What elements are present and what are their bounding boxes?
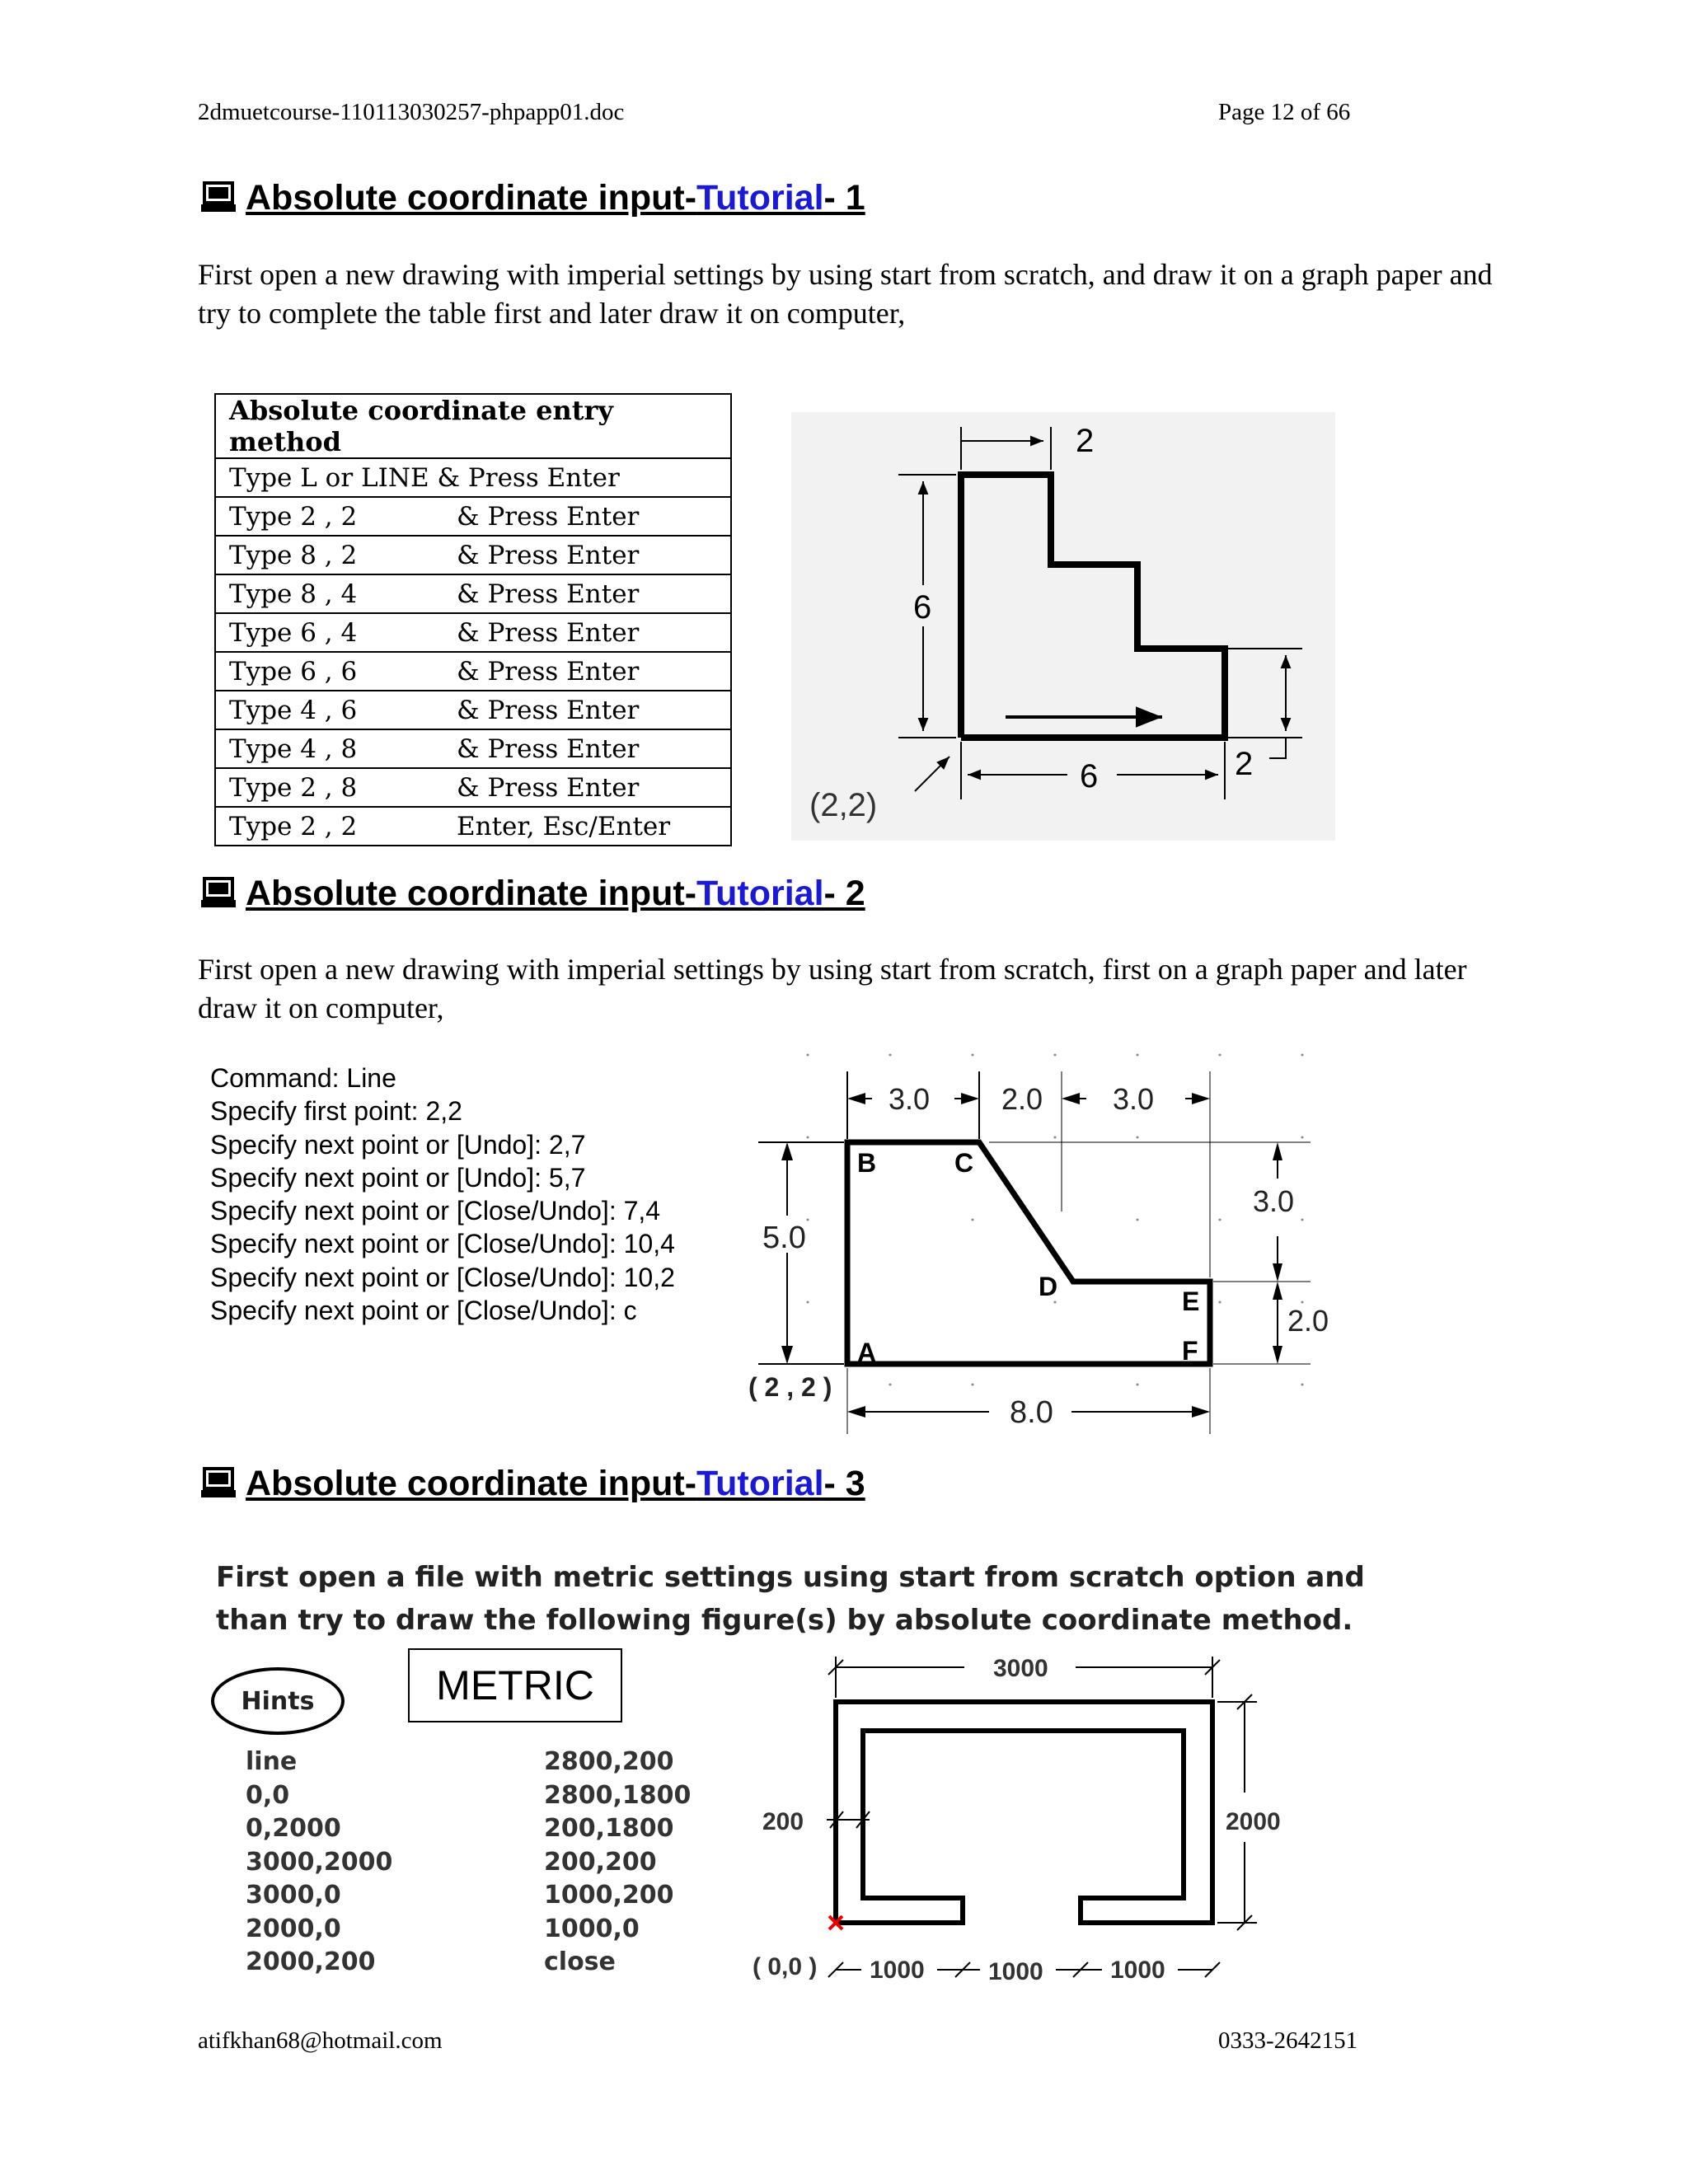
computer-icon	[201, 877, 236, 917]
intro-line: than try to draw the following figure(s) by absolute coordinate method.	[216, 1604, 1353, 1637]
dim-right-b-label: 2.0	[1287, 1304, 1329, 1338]
dim-bottom-label: 6	[1080, 758, 1099, 794]
vertex-label-f: F	[1182, 1336, 1198, 1366]
dim-top-b-label: 2.0	[1001, 1082, 1043, 1116]
dim-bottom-3-label: 1000	[1110, 1957, 1165, 1984]
tutorial3-intro	[216, 1556, 1365, 1642]
hint-item: 2800,1800	[544, 1780, 692, 1810]
intro-line: First open a file with metric settings using start from scratch option and	[216, 1561, 1365, 1594]
dim-top-c-label: 3.0	[1113, 1082, 1155, 1116]
command-line: Specify first point: 2,2	[210, 1096, 462, 1127]
origin-label: ( 0,0 )	[753, 1953, 818, 1980]
dim-top-label: 3000	[993, 1655, 1048, 1682]
footer-email[interactable]: atifkhan68@hotmail.com	[198, 2027, 443, 2054]
command-line: Specify next point or [Undo]: 5,7	[210, 1162, 586, 1193]
command-line: Specify next point or [Undo]: 2,7	[210, 1129, 586, 1160]
table-row: Type 4 , 8 & Press Enter	[215, 729, 731, 768]
figure-background	[791, 412, 1335, 841]
tutorial2-figure	[742, 1047, 1352, 1442]
hints-column-1	[246, 1746, 392, 1980]
computer-icon	[201, 1467, 236, 1507]
command-line: Specify next point or [Close/Undo]: 10,2	[210, 1262, 675, 1292]
table-row: Type 8 , 4 & Press Enter	[215, 574, 731, 613]
dim-left-label: 5.0	[762, 1221, 806, 1255]
tutorial1-title-prefix: Absolute coordinate input-	[246, 178, 697, 218]
table-row: Type 6 , 4 & Press Enter	[215, 613, 731, 652]
hint-item: 3000,2000	[246, 1847, 393, 1877]
dim-left-label: 6	[913, 589, 932, 626]
dim-bottom-label: 8.0	[1010, 1395, 1053, 1430]
dim-bottom-2-label: 1000	[988, 1958, 1043, 1985]
metric-shape-outline	[836, 1702, 1212, 1923]
hint-item: 0,2000	[246, 1814, 341, 1843]
command-listing	[210, 1062, 675, 1327]
command-line: Specify next point or [Close/Undo]: c	[210, 1296, 637, 1326]
tutorial2-link[interactable]: Tutorial	[696, 874, 824, 913]
table-row: Type 2 , 2 Enter, Esc/Enter	[215, 807, 731, 846]
origin-label: (2,2)	[809, 787, 878, 823]
tutorial3-title-prefix: Absolute coordinate input-	[246, 1464, 697, 1503]
hint-item: 1000,200	[544, 1881, 674, 1910]
vertex-label-b: B	[857, 1148, 877, 1178]
origin-label: ( 2 , 2 )	[748, 1372, 832, 1402]
tutorial1-title	[201, 178, 865, 222]
hint-item: 3000,0	[246, 1881, 341, 1910]
table-row: Type 8 , 2 & Press Enter	[215, 536, 731, 574]
metric-box: METRIC	[408, 1648, 622, 1722]
tutorial2-title	[201, 874, 865, 917]
shape-outline	[847, 1142, 1210, 1364]
table-row: Type 2 , 2 & Press Enter	[215, 497, 731, 536]
tutorial1-title-suffix: - 1	[823, 178, 865, 218]
tutorial2-paragraph: First open a new drawing with imperial settings by using start from scratch, first on a graph paper and later draw it on computer,	[198, 953, 1467, 1024]
vertex-label-e: E	[1182, 1286, 1200, 1316]
hints-ellipse: Hints	[211, 1667, 345, 1735]
hint-item: 2000,200	[246, 1947, 376, 1976]
hint-item: line	[246, 1747, 298, 1776]
tutorial3-figure	[746, 1640, 1356, 1986]
table-row: Type 4 , 6 & Press Enter	[215, 691, 731, 729]
tutorial1-paragraph: First open a new drawing with imperial settings by using start from scratch, and draw it on a graph paper and try to complete the table first and later draw it on computer,	[198, 258, 1493, 330]
dim-top-label: 2	[1076, 423, 1095, 459]
tutorial1-link[interactable]: Tutorial	[696, 178, 824, 218]
table-row: Type 2 , 8 & Press Enter	[215, 768, 731, 807]
command-line: Specify next point or [Close/Undo]: 10,4	[210, 1229, 675, 1259]
dim-right-label: 2000	[1226, 1808, 1281, 1835]
dim-right-label: 2	[1235, 746, 1254, 782]
dim-bottom-1-label: 1000	[870, 1957, 925, 1984]
header-page-number: Page 12 of 66	[1218, 99, 1351, 125]
computer-icon	[201, 181, 236, 222]
header-filename: 2dmuetcourse-110113030257-phpapp01.doc	[198, 99, 625, 125]
command-line: Command: Line	[210, 1063, 396, 1093]
tutorial1-figure	[791, 412, 1335, 841]
vertex-label-c: C	[954, 1148, 974, 1178]
table-row: Type L or LINE & Press Enter	[215, 458, 731, 497]
table-row: Type 6 , 6 & Press Enter	[215, 652, 731, 691]
hint-item: 2000,0	[246, 1914, 341, 1943]
dim-left-label: 200	[762, 1808, 804, 1835]
hint-item: 200,200	[544, 1847, 657, 1877]
vertex-label-a: A	[857, 1338, 877, 1367]
hint-item: 1000,0	[544, 1914, 640, 1943]
hint-item: close	[544, 1947, 616, 1976]
tutorial3-title-suffix: - 3	[823, 1464, 865, 1503]
tutorial3-link[interactable]: Tutorial	[696, 1464, 824, 1503]
hint-item: 2800,200	[544, 1747, 674, 1776]
footer-phone: 0333-2642151	[1218, 2027, 1358, 2054]
tutorial3-title	[201, 1464, 865, 1507]
hint-item: 200,1800	[544, 1814, 674, 1843]
tutorial2-title-suffix: - 2	[823, 874, 865, 913]
dim-top-a-label: 3.0	[889, 1082, 931, 1116]
dim-right-a-label: 3.0	[1253, 1184, 1295, 1218]
vertex-label-d: D	[1039, 1272, 1058, 1301]
coordinate-entry-table	[214, 393, 732, 846]
hint-item: 0,0	[246, 1780, 290, 1810]
tutorial2-title-prefix: Absolute coordinate input-	[246, 874, 697, 913]
hints-column-2	[544, 1746, 691, 1980]
table-header: Absolute coordinate entry method	[215, 394, 731, 458]
command-line: Specify next point or [Close/Undo]: 7,4	[210, 1196, 661, 1226]
